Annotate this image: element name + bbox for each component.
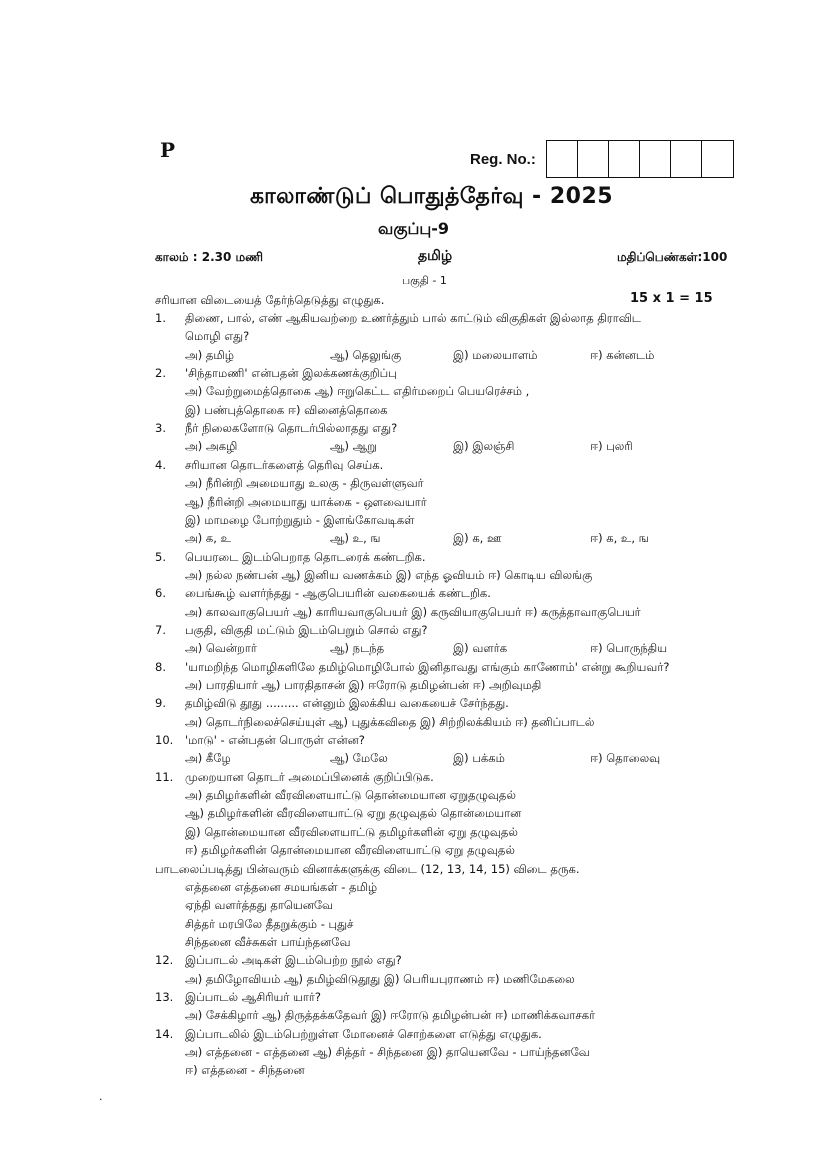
reg-box[interactable] [578, 141, 609, 177]
question-text: திணை, பால், எண் ஆகியவற்றை உணர்த்தும் பால் காட்டும் விகுதிகள் இல்லாத திராவிட [185, 311, 641, 325]
question-number: 10. [155, 733, 174, 747]
paper-code: P [160, 138, 176, 162]
marks-label: மதிப்பெண்கள்:100 [617, 250, 728, 264]
question-line: அ) எத்தனை - எத்தனை ஆ) சித்தர் - சிந்தனை இ) தாயெனவே - பாய்ந்தனவே [185, 1045, 590, 1059]
question-number: 1. [155, 311, 166, 325]
answer-option: ஈ) பொருந்திய [590, 641, 668, 655]
answer-option: இ) இலஞ்சி [453, 439, 515, 453]
question-line: மொழி எது? [185, 329, 250, 343]
question-number: 13. [155, 990, 174, 1004]
question-line: பாடலைப்படித்து பின்வரும் வினாக்களுக்கு விடை (12, 13, 14, 15) விடை தருக. [155, 862, 580, 876]
answer-option: அ) கீழே [185, 751, 231, 765]
answer-option: ஈ) புலரி [590, 439, 633, 453]
section-instruction: சரியான விடையைத் தேர்ந்தெடுத்து எழுதுக. [155, 293, 385, 307]
page-mark: . [99, 1090, 103, 1103]
reg-box[interactable] [640, 141, 671, 177]
answer-option: ஆ) மேலே [330, 751, 388, 765]
reg-number-label: Reg. No.: [470, 151, 536, 168]
question-text: பைங்கூழ் வளர்ந்தது - ஆகுபெயரின் வகையைக் கண்டறிக. [185, 586, 491, 600]
part-label: பகுதி - 1 [402, 274, 447, 287]
answer-option: இ) க, ஊ [453, 531, 502, 545]
exam-title: காலாண்டுப் பொதுத்தேர்வு - 2025 [250, 184, 614, 209]
answer-option: இ) பக்கம் [453, 751, 505, 765]
question-text: இப்பாடல் அடிகள் இடம்பெற்ற நூல் எது? [185, 953, 402, 967]
reg-box[interactable] [702, 141, 733, 177]
question-text: பகுதி, விகுதி மட்டும் இடம்பெறும் சொல் எது? [185, 623, 428, 637]
answer-option: அ) அகழி [185, 439, 238, 453]
question-line: அ) நீரின்றி அமையாது உலகு - திருவள்ளுவர் [185, 476, 424, 490]
answer-option: ஆ) தெலுங்கு [330, 348, 402, 362]
poem-line: ஏந்தி வளர்த்தது தாயெனவே [185, 898, 334, 912]
question-line: அ) தொடர்நிலைச்செய்யுள் ஆ) புதுக்கவிதை இ) சிற்றிலக்கியம் ஈ) தனிப்பாடல் [185, 715, 595, 729]
question-text: 'யாமறிந்த மொழிகளிலே தமிழ்மொழிபோல் இனிதாவது எங்கும் காணோம்' என்று கூறியவர்? [185, 660, 670, 674]
question-line: அ) வேற்றுமைத்தொகை ஆ) ஈறுகெட்ட எதிர்மறைப் பெயரெச்சம் , [185, 384, 530, 398]
answer-option: ஆ) ஆறு [330, 439, 377, 453]
question-line: அ) பாரதியார் ஆ) பாரதிதாசன் இ) ஈரோடு தமிழன்பன் ஈ) அறிவுமதி [185, 678, 542, 692]
answer-option: ஈ) க, உ, ங [590, 531, 649, 545]
reg-box[interactable] [609, 141, 640, 177]
question-line: ஆ) தமிழர்களின் வீரவிளையாட்டு ஏறு தழுவுதல் தொன்மையான [185, 806, 522, 820]
poem-line: சிந்தனை வீச்சுகள் பாய்ந்தனவே [185, 935, 351, 949]
question-number: 4. [155, 458, 166, 472]
class-label: வகுப்பு-9 [378, 219, 450, 238]
question-line: ஆ) நீரின்றி அமையாது யாக்கை - ஔவையார் [185, 495, 427, 509]
question-text: சரியான தொடர்களைத் தெரிவு செய்க. [185, 458, 384, 472]
answer-option: இ) மலையாளம் [453, 348, 538, 362]
question-line: ஈ) தமிழர்களின் தொன்மையான வீரவிளையாட்டு ஏறு தழுவுதல் [185, 843, 515, 857]
question-text: முறையான தொடர் அமைப்பினைக் குறிப்பிடுக. [185, 770, 434, 784]
question-line: ஈ) எத்தனை - சிந்தனை [185, 1063, 305, 1077]
question-line: அ) சேக்கிழார் ஆ) திருத்தக்கதேவர் இ) ஈரோடு தமிழன்பன் ஈ) மாணிக்கவாசகர் [185, 1008, 596, 1022]
poem-line: சித்தர் மரபிலே தீதறுக்கும் - புதுச் [185, 917, 354, 931]
question-number: 8. [155, 660, 166, 674]
answer-option: ஈ) தொலைவு [590, 751, 661, 765]
question-number: 7. [155, 623, 166, 637]
question-text: நீர் நிலைகளோடு தொடர்பில்லாதது எது? [185, 421, 398, 435]
answer-option: அ) வென்றார் [185, 641, 257, 655]
question-line: இ) மாமழை போற்றுதும் - இளங்கோவடிகள் [185, 513, 415, 527]
question-text: பெயரடை இடம்பெறாத தொடரைக் கண்டறிக. [185, 550, 426, 564]
reg-box[interactable] [671, 141, 702, 177]
question-line: அ) காலவாகுபெயர் ஆ) காரியவாகுபெயர் இ) கருவியாகுபெயர் ஈ) கருத்தாவாகுபெயர் [185, 605, 641, 619]
question-line: அ) நல்ல நண்பன் ஆ) இனிய வணக்கம் இ) எந்த ஓவியம் ஈ) கொடிய விலங்கு [185, 568, 593, 582]
answer-option: ஆ) நடந்த [330, 641, 385, 655]
question-text: 'சிந்தாமணி' என்பதன் இலக்கணக்குறிப்பு [185, 366, 397, 380]
subject-label: தமிழ் [418, 248, 453, 264]
question-line: அ) தமிழர்களின் வீரவிளையாட்டு தொன்மையான ஏறுதழுவுதல் [185, 788, 516, 802]
question-text: இப்பாடலில் இடம்பெற்றுள்ள மோனைச் சொற்களை எடுத்து எழுதுக. [185, 1027, 542, 1041]
question-number: 11. [155, 770, 174, 784]
question-text: தமிழ்விடு தூது ......... என்னும் இலக்கிய வகையைச் சேர்ந்தது. [185, 696, 509, 710]
answer-option: ஆ) உ, ங [330, 531, 381, 545]
question-number: 9. [155, 696, 166, 710]
answer-option: அ) க, உ [185, 531, 232, 545]
reg-box[interactable] [547, 141, 578, 177]
question-number: 5. [155, 550, 166, 564]
section-marks: 15 x 1 = 15 [630, 291, 713, 306]
question-number: 12. [155, 953, 174, 967]
answer-option: ஈ) கன்னடம் [590, 348, 655, 362]
time-label: காலம் : 2.30 மணி [155, 250, 264, 264]
question-number: 3. [155, 421, 166, 435]
question-text: இப்பாடல் ஆசிரியர் யார்? [185, 990, 321, 1004]
question-line: இ) தொன்மையான வீரவிளையாட்டு தமிழர்களின் ஏறு தழுவுதல் [185, 825, 518, 839]
question-number: 6. [155, 586, 166, 600]
question-number: 2. [155, 366, 166, 380]
reg-number-boxes[interactable] [546, 140, 734, 178]
answer-option: இ) வளர்க [453, 641, 508, 655]
question-number: 14. [155, 1027, 174, 1041]
answer-option: அ) தமிழ் [185, 348, 234, 362]
poem-line: எத்தனை எத்தனை சமயங்கள் - தமிழ் [185, 880, 378, 894]
question-line: இ) பண்புத்தொகை ஈ) வினைத்தொகை [185, 403, 388, 417]
question-line: அ) தமிழோவியம் ஆ) தமிழ்விடுதூது இ) பெரியபுராணம் ஈ) மணிமேகலை [185, 972, 575, 986]
question-text: 'மாடு' - என்பதன் பொருள் என்ன? [185, 733, 365, 747]
